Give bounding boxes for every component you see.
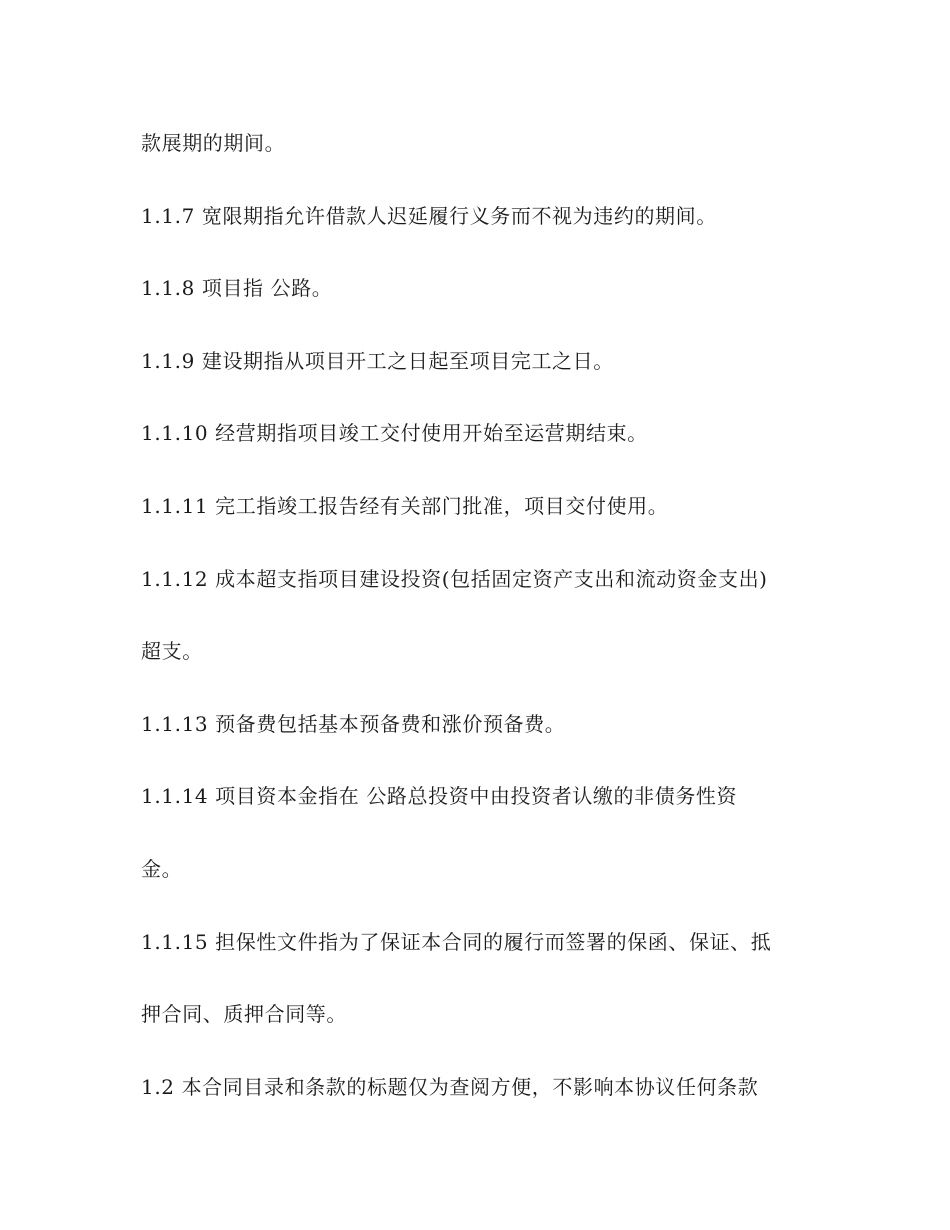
clause-1-1-10: 1.1.10 经营期指项目竣工交付使用开始至运营期结束。 [141, 421, 648, 445]
clause-1-1-12: 1.1.12 成本超支指项目建设投资(包括固定资产支出和流动资金支出) [141, 567, 768, 591]
clause-1-1-13: 1.1.13 预备费包括基本预备费和涨价预备费。 [141, 712, 566, 736]
clause-1-1-15: 1.1.15 担保性文件指为了保证本合同的履行而签署的保函、保证、抵 [141, 930, 772, 954]
clause-1-1-12-cont: 超支。 [141, 639, 203, 663]
clause-1-1-11: 1.1.11 完工指竣工报告经有关部门批准，项目交付使用。 [141, 494, 669, 518]
text-line: 款展期的期间。 [141, 131, 286, 155]
clause-1-1-15-cont: 押合同、质押合同等。 [141, 1002, 347, 1026]
clause-1-1-8: 1.1.8 项目指 公路。 [141, 276, 333, 300]
clause-1-2: 1.2 本合同目录和条款的标题仅为查阅方便，不影响本协议任何条款 [141, 1075, 759, 1099]
clause-1-1-7: 1.1.7 宽限期指允许借款人迟延履行义务而不视为违约的期间。 [141, 204, 717, 228]
clause-1-1-14: 1.1.14 项目资本金指在 公路总投资中由投资者认缴的非债务性资 [141, 784, 738, 808]
clause-1-1-14-cont: 金。 [141, 857, 183, 881]
clause-1-1-9: 1.1.9 建设期指从项目开工之日起至项目完工之日。 [141, 349, 614, 373]
